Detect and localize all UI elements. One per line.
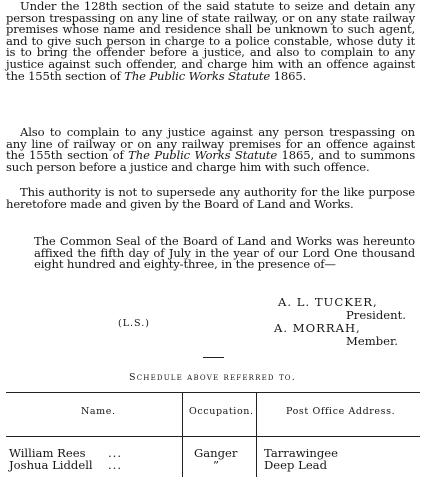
table-cell-address: Tarrawingee <box>264 446 338 460</box>
signatory-title-member: Member. <box>346 334 398 348</box>
signatory-title-president: President. <box>346 308 406 322</box>
schedule-title: Schedule above referred to. <box>129 372 296 383</box>
column-header-name: Name. <box>81 406 116 417</box>
signatory-name-tucker: A. L. TUCKER, <box>278 295 378 309</box>
table-top-rule <box>6 392 420 393</box>
column-header-occupation: Occupation. <box>189 406 254 417</box>
table-column-divider <box>256 392 257 477</box>
signatory-name-morrah: A. MORRAH, <box>274 321 361 335</box>
statute-title: The Public Works Statute <box>124 68 271 83</box>
paragraph-trespass-detain: Under the 128th section of the said statute to seize and detain any person trespassing on any line of state railway, or on any state railway premises whose name and residence shall be unknown to such agent, and to give such person in charge to a police constable, whose duty it is to bring the offender before a justice, and also to complain to any justice against such offender, and charge him with an offence against the 155th section of The Public Works Statute 1865. <box>6 0 415 83</box>
paragraph-authority: This authority is not to supersede any authority for the like purpose heretofore made and given by the Board of Land and Works. <box>6 185 415 211</box>
table-cell-address: Deep Lead <box>264 458 328 472</box>
table-cell-name: William Rees <box>9 446 86 460</box>
table-cell-name: Joshua Liddell <box>9 458 93 472</box>
paragraph-complain: Also to complain to any justice against any person trespassing on any line of railway or on any railway premises for an offence against the 155th section of The Public Works Statute 1865, and to summons such person before a justice and charge him with such offence. <box>6 125 415 174</box>
seal-mark: (L.S.) <box>118 318 150 329</box>
table-cell-leader: ... <box>108 458 123 472</box>
paragraph-common-seal: The Common Seal of the Board of Land and Works was hereunto affixed the fifth day of July in the year of our Lord One thousand eight hundred and eighty-three, in the presence of— <box>34 234 415 272</box>
table-column-divider <box>182 392 183 477</box>
table-header-rule <box>6 436 420 437</box>
table-cell-leader: ... <box>108 446 123 460</box>
section-divider <box>203 357 224 358</box>
table-cell-occupation: ” <box>213 458 219 472</box>
statute-title: The Public Works Statute <box>128 148 278 163</box>
table-cell-occupation: Ganger <box>194 446 238 460</box>
column-header-address: Post Office Address. <box>286 406 396 417</box>
